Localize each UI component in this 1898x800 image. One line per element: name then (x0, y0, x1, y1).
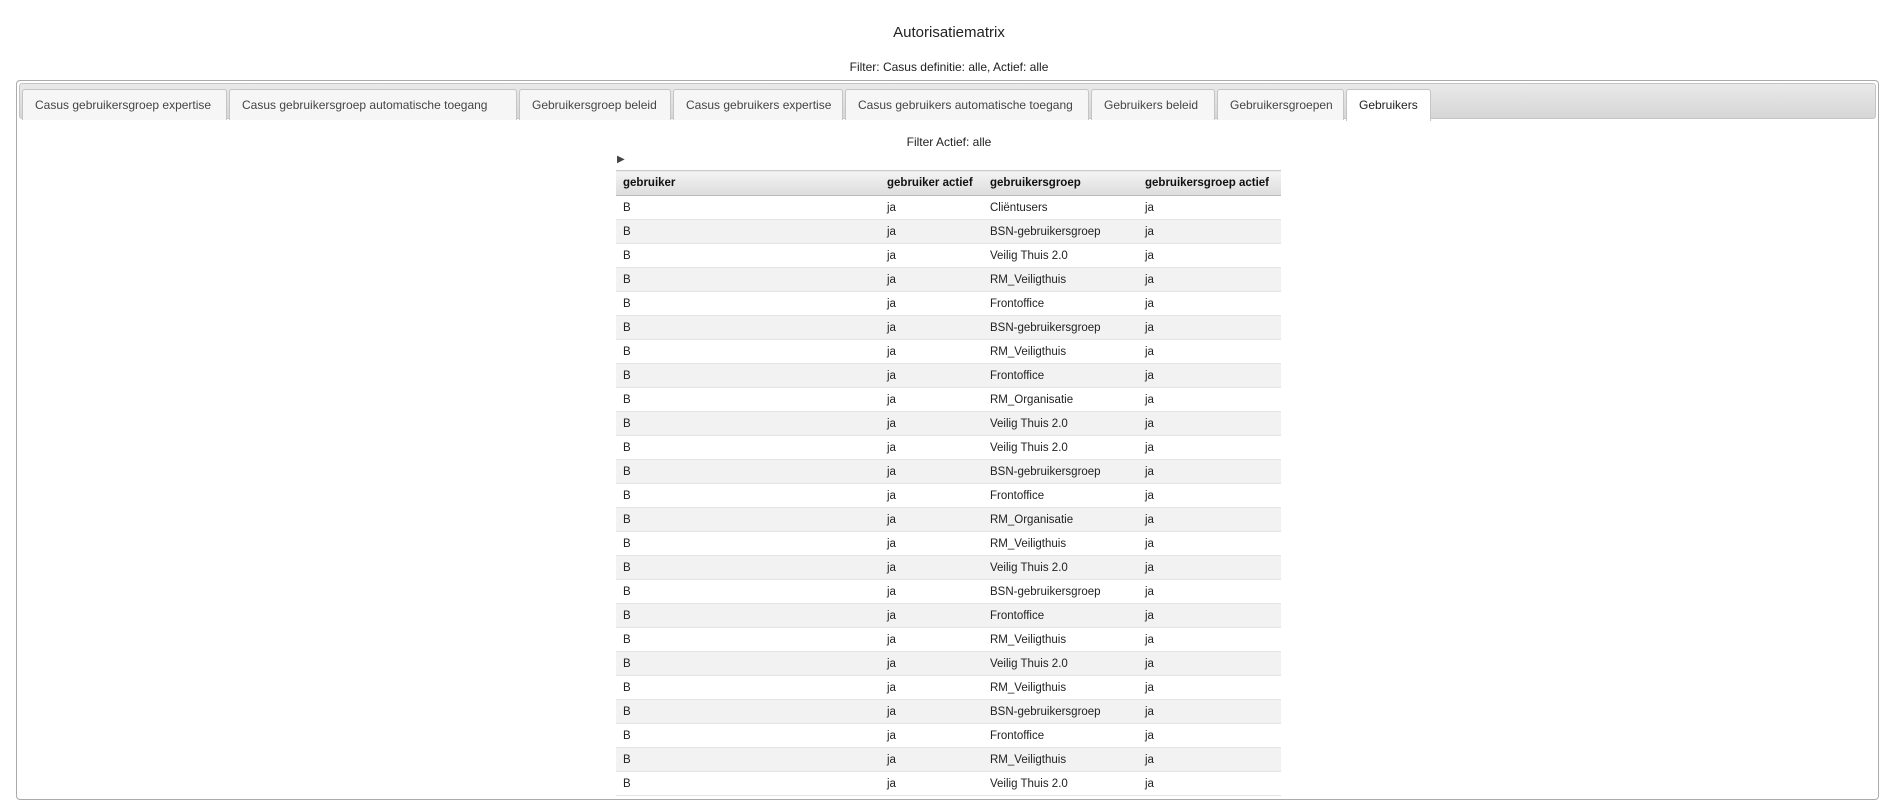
cell-gebruikersgroep-actief: ja (1138, 460, 1281, 484)
cell-gebruiker: B (616, 556, 880, 580)
panel-filter-text: Filter Actief: alle (906, 135, 992, 149)
table-row[interactable] (616, 532, 1281, 556)
cell-gebruiker-actief: ja (880, 604, 983, 628)
cell-gebruikersgroep-actief: ja (1138, 388, 1281, 412)
cell-gebruikersgroep: RM_Veiligthuis (983, 748, 1138, 772)
cell-gebruiker-actief: ja (880, 340, 983, 364)
cell-gebruikersgroep: RM_Veiligthuis (983, 676, 1138, 700)
cell-gebruiker-actief: ja (880, 196, 983, 220)
cell-gebruiker: B (616, 508, 880, 532)
cell-gebruikersgroep-actief: ja (1138, 436, 1281, 460)
cell-gebruikersgroep: RM_Veiligthuis (983, 628, 1138, 652)
table-row[interactable] (616, 700, 1281, 724)
table-row[interactable] (616, 484, 1281, 508)
cell-gebruiker-actief: ja (880, 364, 983, 388)
cell-gebruiker-actief: ja (880, 556, 983, 580)
cell-gebruiker-actief: ja (880, 484, 983, 508)
cell-gebruikersgroep-actief: ja (1138, 268, 1281, 292)
cell-gebruikersgroep-actief: ja (1138, 292, 1281, 316)
cell-gebruiker: B (616, 340, 880, 364)
cell-gebruikersgroep: BSN-gebruikersgroep (983, 580, 1138, 604)
cell-gebruiker: B (616, 772, 880, 796)
cell-gebruikersgroep-actief: ja (1138, 628, 1281, 652)
table-row[interactable] (616, 604, 1281, 628)
cell-gebruikersgroep: RM_Veiligthuis (983, 532, 1138, 556)
cell-gebruikersgroep: RM_Veiligthuis (983, 340, 1138, 364)
table-row[interactable] (616, 388, 1281, 412)
cell-gebruiker-actief: ja (880, 436, 983, 460)
cell-gebruikersgroep: Frontoffice (983, 364, 1138, 388)
cell-gebruiker-actief: ja (880, 220, 983, 244)
cell-gebruiker: B (616, 724, 880, 748)
cell-gebruiker-actief: ja (880, 292, 983, 316)
cell-gebruikersgroep-actief: ja (1138, 748, 1281, 772)
table-row[interactable] (616, 196, 1281, 220)
tab-casus-gebruikers-automatische-toegang[interactable]: Casus gebruikers automatische toegang (845, 89, 1089, 120)
cell-gebruikersgroep-actief: ja (1138, 772, 1281, 796)
page-filter-text: Filter: Casus definitie: alle, Actief: alle (849, 60, 1049, 74)
cell-gebruiker-actief: ja (880, 460, 983, 484)
cell-gebruikersgroep-actief: ja (1138, 652, 1281, 676)
table-row[interactable] (616, 340, 1281, 364)
tab-casus-gebruikersgroep-automatische-toegang[interactable]: Casus gebruikersgroep automatische toegang (229, 89, 517, 120)
cell-gebruiker-actief: ja (880, 628, 983, 652)
column-header-gebruiker-actief[interactable]: gebruiker actief (880, 171, 983, 196)
page-title: Autorisatiematrix (893, 24, 1005, 41)
cell-gebruiker: B (616, 412, 880, 436)
cell-gebruiker-actief: ja (880, 676, 983, 700)
table-body (616, 196, 1281, 796)
cell-gebruiker: B (616, 580, 880, 604)
cell-gebruiker: B (616, 532, 880, 556)
cell-gebruiker: B (616, 676, 880, 700)
cell-gebruiker-actief: ja (880, 700, 983, 724)
table-row[interactable] (616, 412, 1281, 436)
cell-gebruikersgroep: Veilig Thuis 2.0 (983, 436, 1138, 460)
cell-gebruiker: B (616, 436, 880, 460)
table-row[interactable] (616, 556, 1281, 580)
cell-gebruiker-actief: ja (880, 580, 983, 604)
tab-casus-gebruikersgroep-expertise[interactable]: Casus gebruikersgroep expertise (22, 89, 227, 120)
table-row[interactable] (616, 460, 1281, 484)
cell-gebruiker-actief: ja (880, 724, 983, 748)
cell-gebruikersgroep: Veilig Thuis 2.0 (983, 244, 1138, 268)
tab-strip (19, 83, 1876, 119)
table-row[interactable] (616, 676, 1281, 700)
table-row[interactable] (616, 364, 1281, 388)
table-row[interactable] (616, 652, 1281, 676)
cell-gebruikersgroep: BSN-gebruikersgroep (983, 460, 1138, 484)
cell-gebruiker: B (616, 244, 880, 268)
table-row[interactable] (616, 724, 1281, 748)
cell-gebruiker: B (616, 220, 880, 244)
cell-gebruiker: B (616, 268, 880, 292)
cell-gebruikersgroep-actief: ja (1138, 316, 1281, 340)
cell-gebruikersgroep-actief: ja (1138, 364, 1281, 388)
cell-gebruiker: B (616, 196, 880, 220)
table-row[interactable] (616, 268, 1281, 292)
cell-gebruikersgroep: Veilig Thuis 2.0 (983, 556, 1138, 580)
table-row[interactable] (616, 508, 1281, 532)
cell-gebruikersgroep: Frontoffice (983, 484, 1138, 508)
tab-gebruikers-beleid[interactable]: Gebruikers beleid (1091, 89, 1215, 120)
users-table (616, 170, 1281, 796)
cell-gebruiker: B (616, 748, 880, 772)
cell-gebruikersgroep: RM_Veiligthuis (983, 268, 1138, 292)
cell-gebruikersgroep-actief: ja (1138, 412, 1281, 436)
cell-gebruiker: B (616, 316, 880, 340)
cell-gebruiker-actief: ja (880, 772, 983, 796)
cell-gebruikersgroep: Veilig Thuis 2.0 (983, 772, 1138, 796)
cell-gebruiker-actief: ja (880, 508, 983, 532)
cell-gebruikersgroep-actief: ja (1138, 700, 1281, 724)
cell-gebruikersgroep: RM_Organisatie (983, 508, 1138, 532)
cell-gebruiker: B (616, 484, 880, 508)
table-row[interactable] (616, 748, 1281, 772)
cell-gebruikersgroep: Frontoffice (983, 604, 1138, 628)
tab-gebruikersgroepen[interactable]: Gebruikersgroepen (1217, 89, 1344, 120)
table-row[interactable] (616, 772, 1281, 796)
cell-gebruiker: B (616, 292, 880, 316)
cell-gebruiker: B (616, 460, 880, 484)
column-header-gebruiker[interactable]: gebruiker (616, 171, 880, 196)
cell-gebruiker-actief: ja (880, 652, 983, 676)
cell-gebruiker: B (616, 388, 880, 412)
cell-gebruikersgroep-actief: ja (1138, 220, 1281, 244)
cell-gebruikersgroep-actief: ja (1138, 532, 1281, 556)
cell-gebruiker-actief: ja (880, 388, 983, 412)
tab-gebruikersgroep-beleid[interactable]: Gebruikersgroep beleid (519, 89, 671, 120)
cell-gebruikersgroep: Cliëntusers (983, 196, 1138, 220)
cell-gebruiker: B (616, 604, 880, 628)
cell-gebruikersgroep: BSN-gebruikersgroep (983, 700, 1138, 724)
cell-gebruikersgroep-actief: ja (1138, 484, 1281, 508)
cell-gebruikersgroep-actief: ja (1138, 604, 1281, 628)
cell-gebruiker-actief: ja (880, 412, 983, 436)
expand-arrow-icon[interactable]: ▶ (617, 154, 625, 165)
table-header-row (616, 171, 1281, 196)
cell-gebruiker: B (616, 364, 880, 388)
table-row[interactable] (616, 316, 1281, 340)
table-row[interactable] (616, 292, 1281, 316)
column-header-gebruikersgroep[interactable]: gebruikersgroep (983, 171, 1138, 196)
cell-gebruiker: B (616, 652, 880, 676)
table-row[interactable] (616, 628, 1281, 652)
cell-gebruiker-actief: ja (880, 316, 983, 340)
table-row[interactable] (616, 436, 1281, 460)
cell-gebruiker: B (616, 628, 880, 652)
cell-gebruikersgroep: Frontoffice (983, 724, 1138, 748)
table-row[interactable] (616, 220, 1281, 244)
cell-gebruikersgroep-actief: ja (1138, 508, 1281, 532)
cell-gebruiker-actief: ja (880, 244, 983, 268)
cell-gebruiker-actief: ja (880, 532, 983, 556)
cell-gebruiker: B (616, 700, 880, 724)
cell-gebruikersgroep-actief: ja (1138, 244, 1281, 268)
cell-gebruikersgroep-actief: ja (1138, 676, 1281, 700)
column-header-gebruikersgroep-actief[interactable]: gebruikersgroep actief (1138, 171, 1281, 196)
cell-gebruikersgroep: Veilig Thuis 2.0 (983, 412, 1138, 436)
cell-gebruikersgroep-actief: ja (1138, 724, 1281, 748)
cell-gebruikersgroep: Veilig Thuis 2.0 (983, 652, 1138, 676)
tab-casus-gebruikers-expertise[interactable]: Casus gebruikers expertise (673, 89, 843, 120)
cell-gebruikersgroep: BSN-gebruikersgroep (983, 316, 1138, 340)
cell-gebruikersgroep-actief: ja (1138, 580, 1281, 604)
table-row[interactable] (616, 244, 1281, 268)
cell-gebruikersgroep-actief: ja (1138, 556, 1281, 580)
cell-gebruiker-actief: ja (880, 268, 983, 292)
cell-gebruikersgroep: RM_Organisatie (983, 388, 1138, 412)
cell-gebruikersgroep: Frontoffice (983, 292, 1138, 316)
tab-gebruikers[interactable]: Gebruikers (1346, 89, 1431, 121)
cell-gebruikersgroep-actief: ja (1138, 196, 1281, 220)
cell-gebruiker-actief: ja (880, 748, 983, 772)
cell-gebruikersgroep: BSN-gebruikersgroep (983, 220, 1138, 244)
cell-gebruikersgroep-actief: ja (1138, 340, 1281, 364)
table-row[interactable] (616, 580, 1281, 604)
